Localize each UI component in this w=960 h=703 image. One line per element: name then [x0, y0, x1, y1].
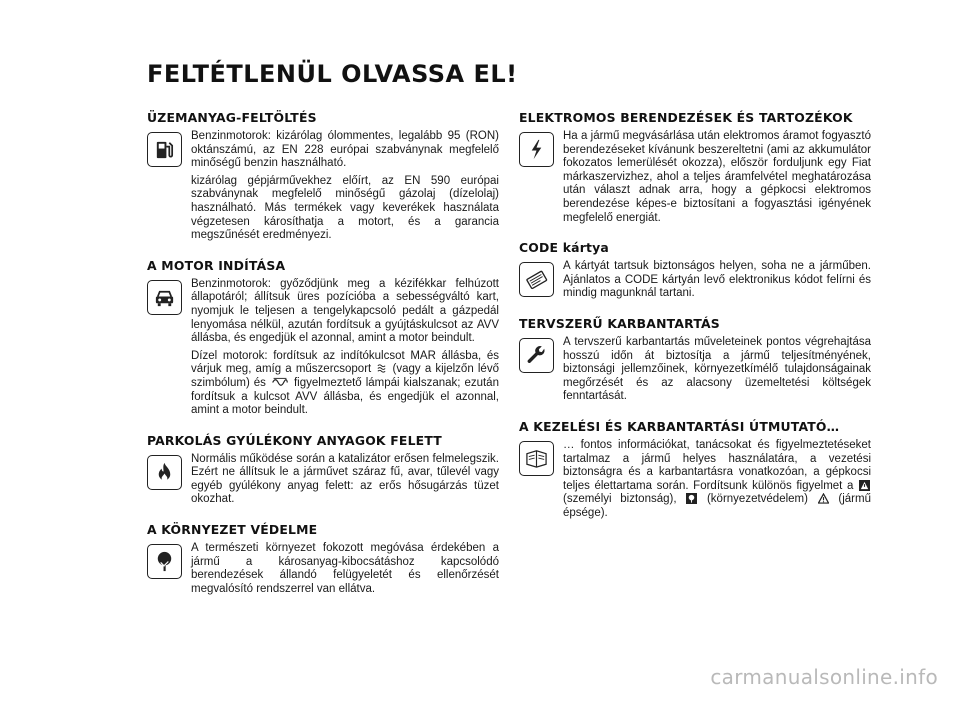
section-guide — [519, 419, 871, 525]
fuel-paragraph-diesel: kizárólag gépjárművekhez előírt, az EN 590 európai szabványnak megfelelő minőségű gázolaj (dízelolaj) használható. Más termékek vagy keverékek használata végzetesen károsíthatja a motort, és a garancia megszűnését eredményezi. — [191, 174, 499, 242]
section-engine-start — [147, 258, 499, 422]
section-heading-fuel: ÜZEMANYAG-FELTÖLTÉS — [147, 110, 317, 125]
section-heading-guide: A KEZELÉSI ÉS KARBANTARTÁSI ÚTMUTATÓ… — [519, 418, 840, 434]
glow-plug-coil-icon — [271, 377, 289, 388]
fuel-paragraph-petrol: Benzinmotorok: kizárólag ólommentes, legalább 95 (RON) oktánszámú, az EN 228 európai szabványnak megfelelő minőségű benzin használható. — [191, 130, 499, 170]
guide-text-d: (jármű épsége). — [563, 493, 871, 519]
vehicle-integrity-warning-icon — [818, 493, 829, 504]
section-environment — [147, 522, 499, 600]
left-column — [147, 110, 499, 611]
section-heading-parking: PARKOLÁS GYÚLÉKONY ANYAGOK FELETT — [147, 432, 442, 448]
maintenance-paragraph: A tervszerű karbantartás műveleteinek pontos végrehajtása hosszú időn át biztosítja a jármű teljesítményének, biztonsági jellemzőinek, környezetkímélő tulajdonságainak megőrzését és az alacsony üzemeltetési költségek fenntartását. — [563, 335, 871, 403]
section-fuel — [147, 110, 499, 247]
environment-paragraph: A természeti környezet fokozott megóvása érdekében a jármű a károsanyag-kibocsátáshoz kapcsolódó berendezések állandó felügyeletét és ellenőrzését megvalósító rendszerrel van ellátva. — [191, 542, 499, 595]
lightning-icon — [519, 132, 554, 167]
flame-icon — [147, 455, 182, 490]
guide-text-b: (személyi biztonság), — [563, 493, 677, 506]
engine-paragraph-diesel — [191, 350, 499, 418]
section-heading-environment: A KÖRNYEZET VÉDELME — [147, 522, 318, 538]
section-code-card — [519, 240, 871, 305]
tree-icon — [147, 544, 182, 579]
open-book-icon — [519, 441, 554, 476]
engine-diesel-text-a: Dízel motorok: fordítsuk az indítókulcsot MAR állásba, és várjuk meg, amíg a műszercsoport — [191, 349, 499, 376]
fuel-pump-icon — [147, 132, 182, 167]
guide-text-c: (környezetvédelem) — [706, 493, 808, 506]
section-parking — [147, 433, 499, 511]
section-heading-code: CODE kártya — [519, 240, 609, 256]
wrench-icon — [519, 338, 554, 373]
section-heading-maintenance: TERVSZERŰ KARBANTARTÁS — [519, 315, 720, 331]
code-card-icon — [519, 262, 554, 297]
code-paragraph: A kártyát tartsuk biztonságos helyen, soha ne a járműben. Ajánlatos a CODE kártyán levő elektronikus kódot felírni és mindig magunknál tartani. — [563, 260, 871, 300]
engine-paragraph-petrol: Benzinmotorok: győződjünk meg a kézifékkar felhúzott állapotáról; állítsuk üres pozícióba a sebességváltó kart, nyomjuk le teljesen a tengelykapcsoló pedált a gázpedál lenyomása nélkül, azután fordítsuk a gyújtáskulcsot az AVV állásba, és engedjük el azonnal, amint a motor beindult. — [191, 277, 499, 345]
environment-warning-icon — [686, 493, 697, 504]
right-column — [519, 110, 871, 535]
engine-diesel-text-b: (vagy a kijelzőn lévő szimbólum) és — [191, 363, 499, 389]
electrical-paragraph: Ha a jármű megvásárlása után elektromos áramot fogyasztó berendezéseket kívánunk beszereltetni (ami az akkumulátor fokozatos lemerülését okozza), először forduljunk egy Fiat márkaszervizhez, ahol a teljes áramfelvétel meghatározása után választ adnak arra, hogy a gépkocsi elektromos berendezése képes-e biztosítani a fogyasztási igényének megfelelő energiát. — [563, 130, 871, 224]
page-title: FELTÉTLENÜL OLVASSA EL! — [147, 60, 518, 88]
car-front-icon — [147, 280, 182, 315]
personal-safety-warning-icon — [859, 480, 870, 491]
section-maintenance — [519, 316, 871, 408]
parking-paragraph: Normális működése során a katalizátor erősen felmelegszik. Ezért ne állítsuk le a járművet száraz fű, avar, tűlevél vagy egyéb gyúlékony anyag felett: az erős hősugárzás tüzet okozhat. — [191, 452, 499, 506]
guide-text-a: … fontos információkat, tanácsokat és figyelmeztetéseket tartalmaz a jármű helyes használatára, a vezetési biztonságra és a karbantartásra vonatkozóan, a gépkocsi teljes élettartama során. Fordítsunk különös figyelmet a — [563, 438, 871, 492]
section-electrical — [519, 110, 871, 229]
guide-paragraph — [563, 439, 871, 521]
glow-plug-icon — [376, 363, 387, 374]
section-heading-electrical: ELEKTROMOS BERENDEZÉSEK ÉS TARTOZÉKOK — [519, 110, 853, 125]
watermark: carmanualsonline.info — [710, 665, 938, 689]
engine-diesel-text-c: figyelmeztető lámpái kialszanak; ezután fordítsuk a kulcsot AVV állásba, és engedjük el azonnal, amint a motor beindult. — [191, 376, 499, 417]
section-heading-engine: A MOTOR INDÍTÁSA — [147, 257, 286, 273]
